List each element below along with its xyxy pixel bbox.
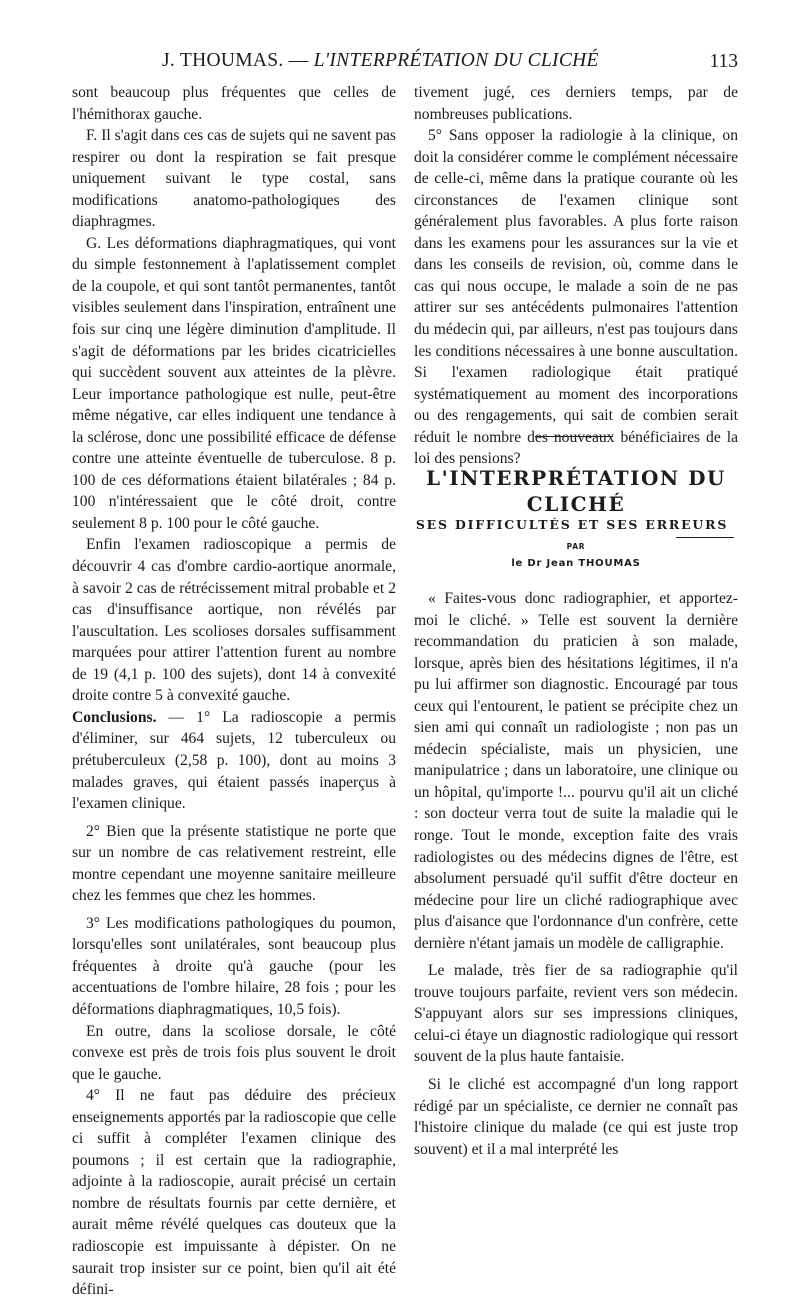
article-title (414, 465, 738, 517)
paragraph: 3° Les modifications pathologiques du poumon, lorsqu'elles sont unilatérales, sont beaucoup plus fréquentes à droite qu'à gauche (pour les accentuations de l'ombre hilaire, 28 fois ; pour les déformations diaphragmatiques, 10,5 fois). (72, 914, 396, 1018)
paragraph: « Faites-vous donc radiographier, et apportez-moi le cliché. » Telle est souvent la dernière recommandation du praticien à son malade, lorsque, après bien des hésitations légitimes, il n'a pu lui affirmer son diagnostic. Encouragé par tous ceux qui l'entourent, le patient se précipite chez un sien ami qui connaît un radiologiste ; non pas un médecin spécialiste, mais un physicien, une manipulatrice ; dans un laboratoire, une clinique ou un hôpital, qu'importe !... pourvu qu'il ait un cliché : son docteur verra tout de suite la maladie qui le ronge. Tout le monde, exception faite des vrais radiologistes ou des médecins dignes de l'être, est absolument persuadé qu'il suffit d'être docteur en médecine pour lire un cliché radiographique avec plus d'aisance que l'ordonnance d'un confrère, cette dernière n'étant jamais un modèle de calligraphie. (414, 590, 738, 952)
conclusions-paragraph (72, 707, 396, 815)
paragraph: 2° Bien que la présente statistique ne porte que sur un nombre de cas relativement restreint, elle montre cependant une moyenne sanitaire meilleure chez les femmes que chez les hommes. (72, 822, 396, 905)
right-column-bottom (414, 588, 738, 1160)
section-divider (535, 436, 613, 437)
article-title-line1: L'INTERPRÉTATION DU (426, 466, 726, 490)
header-article-title: L'INTERPRÉTATION DU CLICHÉ (313, 50, 599, 71)
running-header (72, 50, 738, 80)
header-author: J. THOUMAS. — (162, 50, 309, 71)
paragraph: F. Il s'agit dans ces cas de sujets qui ne savent pas respirer ou dont la respiration se fait presque uniquement suivant le type costal, sans modifications anatomo-pathologiques des diaphragmes. (72, 127, 396, 231)
paragraph: En outre, dans la scoliose dorsale, le côté convexe est près de trois fois plus souvent le droit que le gauche. (72, 1022, 396, 1083)
paragraph: 4° Il ne faut pas déduire des précieux enseignements apportés par la radioscopie que celle ci suffit à compléter l'examen clinique des poumons ; il est certain que la radiographie, adjointe à la radioscopie, aurait précisé un certain nombre de résultats fournis par cette dernière, et aurait même révélé quelques cas douteux que la radioscopie est impuissante à dépister. On ne saurait trop insister sur ce point, bien qu'il ait été défini- (72, 1087, 396, 1299)
page-number: 113 (709, 51, 738, 72)
paragraph: Le malade, très fier de sa radiographie qu'il trouve toujours parfaite, revient vers son médecin. S'appuyant alors sur ses impressions cliniques, celui-ci étaye un diagnostic radiologique qui ressort souvent de la plus haute fantaisie. (414, 962, 738, 1066)
article-title-line2: CLICHÉ (526, 492, 626, 516)
conclusions-label: Conclusions. (72, 708, 157, 726)
subtitle-rule (676, 537, 734, 538)
paragraph: Si le cliché est accompagné d'un long rapport rédigé par un spécialiste, ce dernier ne connaît pas l'histoire clinique du malade (ce qui est juste trop souvent) et il a mal interprété les (414, 1076, 738, 1158)
paragraph: sont beaucoup plus fréquentes que celles de l'hémithorax gauche. (72, 84, 396, 123)
paragraph: G. Les déformations diaphragmatiques, qui vont du simple festonnement à l'aplatissement complet de la coupole, et qui sont tantôt permanentes, tantôt visibles seulement dans l'inspiration, entraînent une fois sur cinq une légère diminution d'amplitude. Il s'agit de déformations par les brides cicatricielles qui succèdent souvent aux atteintes de la plèvre. Leur importance pathologique est nulle, peut-être même négative, car elles indiquent une tendance à la sclérose, donc une possibilité efficace de défense contre une atteinte éventuelle de tuberculose. 8 p. 100 de ces déformations étaient bilatérales ; 84 p. 100 n'intéressaient que le côté droit, contre seulement 8 p. 100 pour le côté gauche. (72, 234, 396, 532)
article-subtitle: SES DIFFICULTÉS ET SES ERREURS (415, 517, 729, 532)
paragraph: 5° Sans opposer la radiologie à la clinique, on doit la considérer comme le complément nécessaire de celle-ci, même dans la pratique courante où les circonstances de l'examen clinique sont généralement plus favorables. A plus forte raison dans les examens pour les assurances sur la vie et dans les conseils de revision, où, comme dans le cas qui nous occupe, le malade a soin de ne pas attirer sur ses antécédents pulmonaires l'attention du médecin qui, par ailleurs, n'est pas toujours dans les conditions nécessaires à une bonne auscultation. Si l'examen radiologique était pratiqué systématiquement au moment des incorporations ou des rengagements, qui sait de combien serait réduit le nombre des nouveaux bénéficiaires de la loi des pensions? (414, 127, 738, 468)
header-title (162, 50, 599, 72)
left-column (72, 82, 396, 1301)
paragraph: Enfin l'examen radioscopique a permis de découvrir 4 cas d'ombre cardio-aortique anormale, à savoir 2 cas de rétrécissement mitral probable et 2 cas d'insuffisance aortique, non révélés par l'auscultation. Les scolioses dorsales suffisamment marquées pour attirer l'attention furent au nombre de 19 (4,1 p. 100 des sujets), dont 14 à convexité droite contre 5 à convexité gauche. (72, 536, 396, 705)
paragraph: tivement jugé, ces derniers temps, par de nombreuses publications. (414, 84, 738, 123)
right-column-top (414, 82, 738, 470)
article-par: PAR (566, 542, 586, 551)
conclusions-text: — 1° La radioscopie a permis d'éliminer, sur 464 sujets, 12 tuberculeux ou prétuberculeux (2,58 p. 100), dont au moins 3 malades graves, qui étaient passés inaperçus à l'examen clinique. (72, 708, 396, 813)
article-author: le Dr Jean THOUMAS (511, 558, 641, 569)
